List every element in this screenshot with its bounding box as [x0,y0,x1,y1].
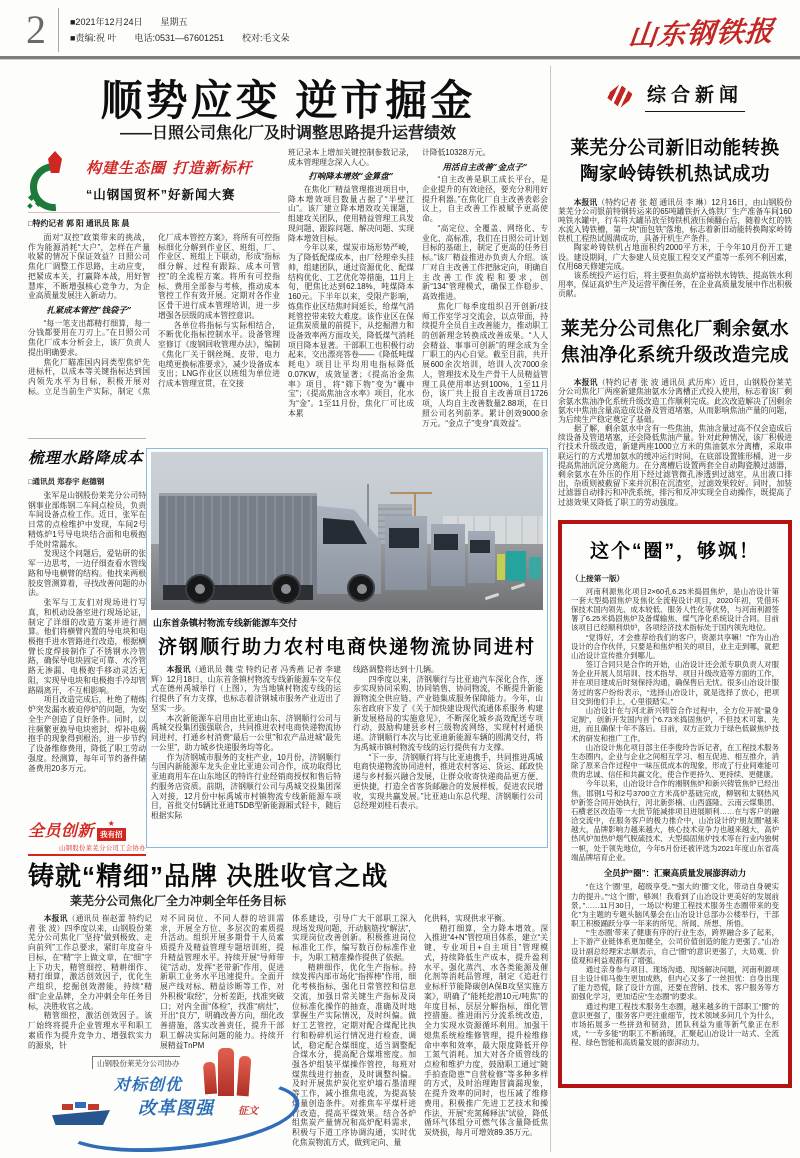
paragraph: 张军是山钢股份莱芜分公司特钢事业部炼钢二车间点检员，负责车间设备点检工作。近日，张军在日常的点检维护中发现，车间2号精炼炉1号导电块结合面和电极抱手处时常漏水。 [28,491,146,549]
duibiao-org: 山钢股份莱芜分公司协办 [92,1056,180,1069]
main-article-columns [28,148,548,454]
paragraph: 河南利源焦化项目2×60孔6.25米捣固焦炉，是山冶设计第一套大型捣固焦炉及焦化全流程设计项目，2020年初，凭借环保技术国内领先、成本较低、服务人性化等优势，与河南利源签署了6.25米捣固焦炉及备煤输焦、煤气净化系统设计合同。目前该项目已经顺利烘炉，各项经济技术指标处于国内领先地位。 [571,586,779,633]
badge-slogan: 构建生态圈 打造新标杆 [86,159,253,177]
section-rule [28,438,146,439]
paragraph: 焦化厂每季度组织召开创新/技师工作室学习交流会，以点带面，持续提升全员自主改善能力，推动职工的创新理念转换成改善成果。“人人会精益、事事可创新”的理念成为全厂职工的内心自觉。截至目前，共开展600余次培训，培训人次7000余人，管理技术及生产骨干人员精益管理工具使用率达到100%，1至11月份，该厂共上报自主改善项目1726项，人均自主改善数量2.88项，在日照公司名列前茅。累计创效9000余万元。“金点子”变身“真效益”。 [422,301,548,428]
masthead-logo: 山东钢铁报 [626,14,776,53]
main-headline: 顺势应变 逆市掘金 [100,77,476,124]
paragraph: 四季度以来，济钢顺行与比亚迪汽车深化合作，逐步实现协同采购、协同销售、协同物流，不断提升新能源物流全供应链、产业链集成服务保障能力。今年，山东省政府下发了《关于加快建设现代流通体系服务 构建新发展格局的实施意见》，不断深化城乡高效配送专项行动，鼓励构建县乡村三级物流网络，实现村村通快递。济钢顺行本次与比亚迪新能源车辆的圆满交付，将为禹城市镇村物流专线的运行提供有力支撑。 [353,674,543,752]
paragraph: 作为济钢城市服务的支柱产业，10月份，济钢顺行与国内新能源车龙头企业比亚迪公司合作，成功取得比亚迪商用车在山东地区的特许行业经销商授权和售后特约服务店资质。前期，济钢顺行公司与禹城交投集团深入对接，12月份中标禹城市村镇物流专线新能源车项目，首批交付5辆比亚迪T5DB型新能源厢式轻卡，随后根据实际 [151,752,341,821]
photo-article-box [146,448,548,848]
bus-icon [497,554,505,580]
red-box-body [571,587,779,1048]
bus-icon [506,551,526,581]
column-divider [550,66,551,1152]
jg-columns [151,665,543,821]
duibiao-badge [52,1044,302,1150]
red-box-title: 这个“圈”，够飒！ [589,540,760,562]
paragraph: 线路调整将达到十几辆。 [353,665,439,674]
page-header [26,8,774,54]
truck-windshield [470,540,490,553]
subhead: 用活自主改善“金点子” [442,161,528,172]
paragraph: 精耕细作，优化生产指标。持续发挥内部市场化“指挥棒”作用，细化考核指标，强化日常管控和信息交流，加强日常关键生产指标及岗位标准化操作的抽查，准确及时地掌握生产实际情况，及时纠偏。做好工艺管控，定期对配合煤配比执行和粉碎机运行情况进行检查、调试，稳定配合煤细度，适当调整配合煤水分，提高配合煤堆密度。加强各炉组装平煤操作管控，每班对煤焦线进行抽查，及时调整纠偏。及时开展焦炉炭化室炉墙石墨清理等工作，减小推焦电流，为提高装煤量创造条件。对推焦车平煤杆进行改造，提高平煤效果。结合各炉组焦炭产量情况和高炉配料需求，积极与下道工序协调沟通，实时优化焦炭物流方式，做到定向、量 [292,962,416,1147]
paragraph: 体系建设，引导广大干部职工深入现场发现问题，开动脑筋找“解法”，实现岗位改善创新。积极推进岗位标准化工作，编写数百份标准作业卡，为职工精准操作提供了依据。 [292,914,416,962]
water-article-title: 梳理水路降成本 [28,448,144,467]
article-body [558,198,792,299]
paragraph: 本报讯（特约记者 张 超 通讯员 李 琳）12月16日，由山钢股份莱芜分公司银前特钢转运来的65吨罐铁折入炼铁厂生产准备车间160吨铁水罐中，行车将大罐吊放至铸铁机液压倾翻台后，随着火红的铁水流入铸铁槽，第一块“面包铁”落地，标志着新旧动能转换陶家岭铸铁机工程热试圆满成功，具备开机生产条件。 [558,197,792,244]
badge-contest-name: “山钢国贸杯”好新闻大赛 [86,188,236,202]
paragraph: 陶家岭铸铁机占地面积约2000平方米，于今年10月份开工建设。建设期间，广大参建人员克服工程交叉严重等一系列不利因素，仅用68天修建完成。 [558,243,792,271]
proofreader-label: 校对:毛文朵 [242,33,290,43]
continuation-note: （上接第一版） [571,573,625,583]
section-logo-icon [605,84,635,108]
water-article [28,446,146,814]
container-icon [62,1104,73,1110]
news-column [558,66,792,1152]
crane-icon [390,492,432,494]
truck-windshield [434,534,458,550]
phone-label: 电话:0531—67601251 [134,33,225,43]
paragraph: “‘生态圈’带来了健康有序的行业生态，跨界融合多了起来，上下游产业链体系更加健全，公司价值创造的能力更强了。”山冶设计副总经理宋志顺表示，自己“圈”的意识更强了，大局观、价值观和利益观都有了增强。 [571,928,779,965]
paragraph: 项目改造完成后，杜绝了精炼炉突发漏水被迫停炉的问题，为安全生产创造了良好条件。同时，以往频繁更换导电块密封、焊补电极抱手的现象得到根治，进一步节约了设备维修费用，降低了职工劳动强度。经测算，每年可节约备件储备费用20多万元。 [28,695,146,773]
paragraph: 本报讯（通讯员 魏 莹 特约记者 冯秀燕 记者 李建辉）12月18日，山东首条镇村物流专线新能源车交车仪式在德州禹城举行（上图），为当地镇村物流专线的运行提供了有力支撑，也标志着济钢城市服务产业迈出了坚实一步。 [151,665,341,713]
editor-label: ■责编:祝 叶 [70,33,117,43]
fist-icon: ★ [107,819,115,828]
subhead: 打响降本增效“金算盘” [308,171,394,182]
paragraph: 各单位将指标与实际相结合，不断优化指标控制水平。设备管理室修订《废钢回收管理办法》，编制《焦化厂关于钢丝绳、皮带、电力电缆更换标准要求》，减少设备成本支出；LNG作业区以班组为单位进行成本管理宣贯，在交接 [158,320,280,389]
news-section-header [558,80,792,112]
paragraph: 化供料，实现供求平衡。 [424,914,510,923]
innovation-badge-title: 全员创新 [28,823,95,840]
truck-icon [468,531,495,583]
dateline: 本报讯 [573,378,598,388]
date-label: ■2021年12月24日 [70,17,143,27]
paragraph: 据了解，剩余氨水中含有一些焦油，焦油含量过高不仅会造成后续设备及管道堵塞，还会降低焦油产量。针对此种情况，该厂积极进行技术升级改造，新建两座1000立方米的焦油氨水分离槽，采取串联运行的方式增加氨水的缓冲运行时间，在底部设置锥形桶，进一步提高焦油沉淀分离能力。在分离槽后设置两套全自动陶瓷膜过滤器，剩余氨水在外压的作用下经过滤管微孔渗透到过滤室，从出液口排出，杂质则被截留下来并沉积在沉渣室，过滤效果较好。同时，加装过滤器自动排污和冲洗系统，排污和反冲实现全自动操作，既提高了过滤效果又降低了职工的劳动强度。 [558,424,792,507]
truck-windshield [389,528,419,548]
paragraph: “每一笔支出都精打细算，每一分钱都要用在刀刃上。”在日照公司焦化厂成本分析会上，该厂负责人提出明确要求。 [28,318,150,357]
paragraph: 本次新能源车启用由比亚迪山东、济钢顺行公司与禹城交投集团强强联合，共同推进农村电商快递物流协同进村，打通乡村消费“最后一公里”和农产品进城“最先一公里”，助力城乡快递服务均等化。 [151,713,341,752]
jg-headline: 济钢顺行助力农村电商快递物流协同进村 [157,636,536,658]
paragraph: 通过亲身参与项目、现场沟通、现场解决问题，河南利源项目主设计师马俊生更加成熟，但内心又多了一丝担忧：自身出现了能力恐慌，除了设计方面，还要在营销、技术、客户服务等方面强化学习，更加适应“生态圈”的要求。 [571,964,779,1002]
article-title: 莱芜分公司新旧动能转换 陶家岭铸铁机热试成功 [570,139,780,186]
dateline: 本报讯 [166,665,191,674]
paragraph: 计降低10328万元。 [422,148,491,157]
duibiao-slogan-2: 改革图强 [138,1098,214,1118]
bus-icon [529,557,541,579]
innovation-badge [28,818,146,856]
paragraph: 精管细控，激活创效因子。该厂始终将提升企业管理水平和职工素质作为提升竞争力、增强软实力的源泉，针 [28,1011,152,1050]
article-column-group [28,148,280,454]
paragraph: 发现这个问题后，爱钻研的张军一边思考，一边仔细查看水管线路和导电横臂的结构。他找来两根胶皮管测算着，寻找改善问题的办法。 [28,549,146,598]
building-icon [218,1048,234,1096]
subhead: 扎紧成本管控“钱袋子” [46,305,132,316]
dateline: 本报讯 [573,197,598,207]
dateline: 本报讯 [43,914,68,923]
bottom-subtitle: 莱芜分公司焦化厂全力冲刺全年任务目标 [70,894,287,908]
paragraph: 焦化厂瞄准国内同类型焦炉先进标杆，以成本等关键指标达到国内领先水平为目标，积极开展对标。立足当前生产实际，制定《焦化厂成本管控方案》，将所有可控指标细化分解到作业区、班组，厂、作业区、班组上下联动，形成“指标细分解、过程有跟踪、成本可管控”的全流程方案。将所有可控指标、费用全部参与考核，推动成本管控工作有效开展。定期对各作业区骨干进行成本管理培训，进一步增强各层级的成本管控意识。 [28,233,280,396]
duibiao-slogan-1: 对标创优 [114,1077,183,1094]
bottom-headline: 铸就“精细”品牌 决胜收官之战 [28,861,389,891]
wheel-icon [271,574,301,604]
article-column [422,148,548,454]
main-subtitle: ——日照公司焦化厂及时调整思路提升运营绩效 [119,125,456,142]
wheel-icon [185,574,215,604]
paragraph: 通过构建工程技术服务生态圈，越来越多的干部职工“圈”的意识更强了，服务客户更注重细节，技术领域多问几个为什么，市场拓展多一些拼劲和韧劲，团队利益为重等新气象正在形成，“一专多能”的职工不断涌现，汇聚起山冶设计一站式、全流程、绿色智能和高质量发展的澎湃动力。 [571,1001,779,1048]
building-icon [203,1062,217,1095]
header-rule [0,56,800,60]
contest-logo-icon [28,151,80,209]
header-meta [70,14,290,46]
article-title: 莱芜分公司焦化厂剩余氨水 焦油净化系统升级改造完成 [560,319,789,366]
paragraph: 签订合同只是合作的开始，山冶设计还会派专职负责人对服务企业开展人员培训、技术指导、项目升级改造等方面的工作，并在项目建成后时刻保持沟通，确保售后无忧。很多山冶设计服务过的客户纷纷表示，“选择山冶设计，就是选择了放心，把项目交到他们手上，心里很踏实。” [571,660,779,706]
paragraph: 该系统投产运行后，将主要担负高炉富裕铁水铸铁、提高铁水利用率，保证高炉生产及运营平衡任务，在企业高质量发展中作出积极贡献。 [558,271,792,299]
section-title: 综合新闻 [645,80,745,112]
paragraph: 对不同岗位、不同人群的培训需求，开展全方位、多层次的素质提升活动。组织开展多期骨干人员素质提升及精益管理专题培训班，提升精益管理水平。持续开展“导师带徒”活动，发挥“老带新”作用，促进新职工业务水平迅速提升。全面开展产线对标、精益诊断等工作，对外积极“取经”，分析差距，找准突破口；对内全面“体检”，找准“病灶”，开出“良方”，明确改善方向，细化改善措施，落实改善责任，提升干部职工解决实际问题的能力。持续开展精益TnPM [160,914,284,1050]
contest-badge [28,148,280,213]
paragraph: 精打细算，全力降本增效。深入推进“4+N”管控项目体系，建立“关键、专业项目+自主项目”管理模式，持续降低生产成本，提升盈利水平。强化蒸汽、水各类能源及催化剂等消耗品管理，制定《追赶行业标杆节能降碳创A保B攻坚实施方案》，明确了“能耗挖潜10元/吨焦”的年度目标，层层分解指标，细化管控措施。推进雨污分流系统改造，全力实现水资源循环利用。加强干熄焦系统检维修管理，提升检维修命中率和效率，最大限度降低开停工氮气消耗。加大对各介质管线的点检和维护力度，鼓励职工通过“随手拍查隐患”“自营检修”等多种多样的方式，及时治理跑冒滴漏现象，在提升效率的同时，也压减了维修费用。积极推广先进工艺技术和操作法，开展“充氮稀释法”试验，降低循环气体组分可燃气体含量降低焦炭烧损，每月可增效89.35万元。 [424,923,548,1138]
paragraph: 班记录本上增加关键控制参数记录，成本管理理念深入人心。 [288,148,414,167]
water-byline: □通讯员 郑春宇 赵德钢 [28,477,105,486]
paragraph: “高定位、全覆盖、网络化、专业化、高标准，我们在日照公司计划目标的基础上，制定了更高的任务目标。”该厂精益推进办负责人介绍。该厂对自主改善工作把脉定向，明确自主改善工作流程和要求，创新“134”管理模式，确保工作稳步、高效推进。 [422,223,548,302]
paragraph: 张军与工友们对现场进行写真，和机动设备室进行现场论证，制定了详细的改造方案并进行测算。他们将横臂内置的导电块和电极抱手进水管路进行改造，根据横臂长度焊接制作了不锈钢水冷管路，确保导电块固定可靠、水冷管路无渗漏、电极抱手移动灵活无阻，实现导电块和电极抱手冷却管路隔离开，不互相影响。 [28,598,146,695]
red-box [558,520,792,1088]
paragraph: 本报讯（特约记者 张 波 通讯员 武历库）近日，山钢股份莱芜分公司焦化厂两座新建焦油氨水分离槽正式投入使用，标志着该厂剩余氨水焦油净化系统升级改造工作顺利完成。此次改造解决了因剩余氨水中焦油含量高造成设备及管道堵塞，从而影响焦油产量的问题，为后续生产稳定奠定了基础。 [558,378,792,424]
article-column [288,148,414,454]
paragraph: “在这个‘圈’里，超级享受。”“强大的‘圈’文化，带动自身硬实力的提升。”“这个‘圈’，够飒！我看到了山冶设计更美好的发展前景。”……11月30日，一场以“构建工程技术服务生态圈带来的变化”为主题的专题头脑风暴会在山冶设计总部办公楼举行，干部职工积极踊跃分享一年来的所见、所闻、所想、所悟。 [571,882,779,929]
page-number: 2 [26,8,59,52]
article-text-flow [28,233,280,451]
news-photo [151,452,543,610]
duibiao-tag: 征文 [238,1106,258,1117]
innovation-badge-tag: 我有招 [97,828,126,841]
weekday-label: 星期五 [160,17,188,27]
wheel-icon [347,574,375,602]
article-body [558,378,792,507]
paragraph: “自主改善是职工成长平台，是企业提升的有效途径，要充分利用好提升利器。”在焦化厂自主改善表彰会议上，自主改善工作被赋予更高使命。 [422,175,548,224]
container-icon [75,1102,86,1108]
paragraph: 山冶设计焦化项目部主任李俊玲告诉记者，在工程技术服务生态圈内，企业与企业之间相互学习、相互促进、相互推介，消除了原来合作过程中一味压低成本的现象，形成了行业间难能可贵的忠诚、信任和共赢文化，使合作更持久、更持续、更健康。 [571,742,779,780]
innovation-badge-org: 山钢股份莱芜分公司工会协办 [58,845,146,852]
paragraph: 面对“双控”政策带来的挑战，作为能源消耗“大户”，怎样在产量收紧的情况下保证效益？日照公司焦化厂调整工作思路，主动应变，把紧成本关，打赢降本战，用好智慧库，不断增强核心竞争力，为企业高质量发展注入新动力。 [28,233,150,301]
container-icon [88,1104,99,1110]
paragraph: “下一步，济钢顺行将与比亚迪携手，共同推进禹城电商快递物流协同进村，推进农村客运、货运、邮政快递与乡村振兴融合发展，让群众收寄快递商品更方便、更快捷，打造全省客货邮融合的发展样板，促进农民增收，实现共赢发展。”比亚迪山东总代理、济钢顺行公司总经理刘桂石表示。 [353,752,543,811]
paragraph: 今年以来，煤炭市场形势严峻，为了降低配煤成本，由厂经理牵头挂帅，组建团队，通过资源优化、配煤结构优化、工艺优化等措施，11月上旬，肥焦比达到62.18%，吨煤降本160元。下半年以来，受限产影响，炼焦作业区结焦时间延长，给煤气消耗管控带来较大难度。该作业区在保证焦炭质量的前提下，从挖掘潜力和设备效率两方面攻关，降低煤气消耗项目降本显著。干部职工也积极行动起来，交出漂亮答卷——《降低吨煤耗电》项目让平均用电指标降低0.07KW，成效显著；《提高冶金焦率》项目，将“筛下物”变为“囊中宝”；《提高焦油含水率》项目，化水为“金”。1至11月份，焦化厂可比成本累 [288,243,414,418]
paragraph: 今年以来，山冶设计合作的湘钢焦炉和新兴铸管焦炉已经出焦，邯钢1号和2号3700立方米高炉基础完成，柳钢和太钢热风炉新签合同开始执行，河北新彭楠、山西盛隆、云南云煤集团、石横老区改造等一大批节能减排项目进展顺利……在与客户的融洽交流中，在服务客户的极力推介中，山冶设计的“朋友圈”越来越大，品牌影响力越来越大，核心技术竞争力也越来越大，高炉热风炉加热炉烟气脱硫技术、大型捣固焦炉技术等在行业内独树一帜，处于领先地位，今年5月份还被评选为2021年度山东省高端品牌培育企业。 [571,779,779,862]
red-box-subhead: 全员护“圈”：汇聚高质量发展澎湃动力 [603,867,747,878]
paragraph: “觉得好，才会推荐给我们的客户，资源共享嘛！”作为山冶设计的合作伙伴，只要是和焦炉相关的项目，业主走到哪，就把山冶设计宣传推介到哪儿。 [571,632,779,660]
paragraph: 本报讯（通讯员 崔赵蕾 特约记者 张 波）四季度以来，山钢股份莱芜分公司焦化厂坚持“做到极致、走向前列”工作总要求，紧盯年度奋斗目标，在“精”字上做文章，在“细”字上下功夫，精管细控、精耕细作、精打细算，激活创效因子，优化生产组织，挖掘创效潜能，持续“精细”企业品牌，全力冲刺全年任务目标，决胜收官之战。 [28,914,152,1011]
paragraph: 在焦化厂精益管理推进项目中，降本增效项目数量占据了“半壁江山”。该厂建立降本增效攻关课题，组建攻关团队，使用精益管理工具发现问题、跟踪问题、解决问题、实现降本增效目标。 [288,184,414,243]
paragraph: 山冶设计在与河北新兴铸管合作过程中，全方位开展“量身定制”，创新开发国内首个6.73米捣固焦炉，不但技术可靠、先进，而且确保十年不落后。目前，双方正致力于绿色低碳焦炉技术的研发和推广工作。 [571,705,779,743]
photo-caption: 山东首条镇村物流专线新能源车交付 [153,618,298,628]
main-byline: □特约记者 郭 阳 通讯员 陈 晨 [28,219,130,228]
